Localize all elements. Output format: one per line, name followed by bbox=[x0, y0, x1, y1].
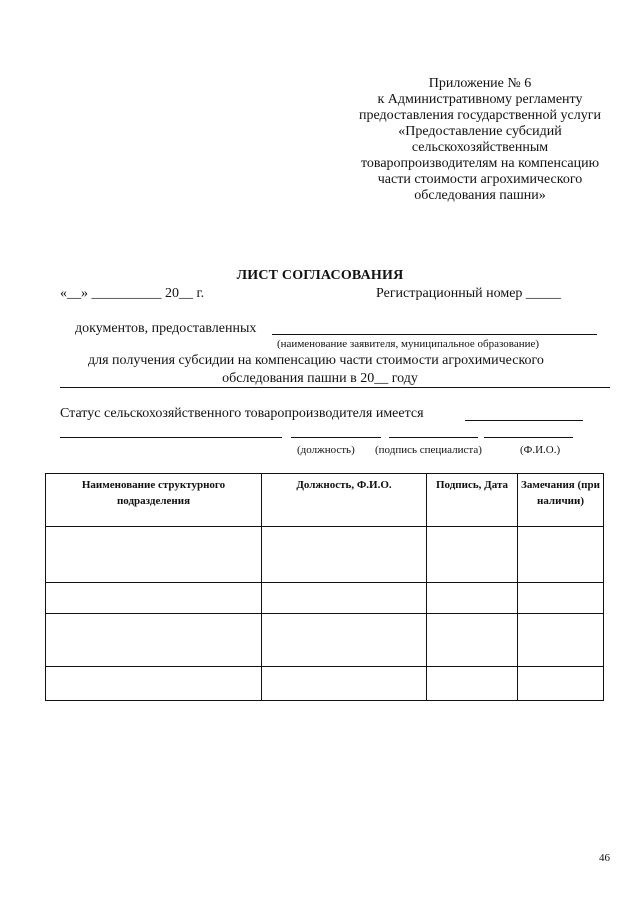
status-label: Статус сельскохозяйственного товаропроизводителя имеется bbox=[60, 406, 424, 421]
table-cell[interactable] bbox=[46, 614, 262, 667]
table-row bbox=[46, 527, 604, 583]
table-row bbox=[46, 583, 604, 614]
column-header-department: Наименование структурного подразделения bbox=[46, 474, 262, 527]
appendix-line: Приложение № 6 bbox=[428, 76, 532, 91]
appendix-line: обследования пашни» bbox=[414, 188, 546, 203]
column-header-position-name: Должность, Ф.И.О. bbox=[262, 474, 427, 527]
name-hint: (Ф.И.О.) bbox=[520, 444, 561, 456]
table-cell[interactable] bbox=[427, 583, 518, 614]
signature-line-3 bbox=[389, 437, 478, 438]
table-cell[interactable] bbox=[262, 667, 427, 701]
appendix-line: предоставления государственной услуги bbox=[359, 108, 601, 123]
appendix-line: к Административному регламенту bbox=[377, 92, 583, 107]
page-number: 46 bbox=[599, 852, 610, 864]
signature-line-1 bbox=[60, 437, 282, 438]
appendix-line: «Предоставление субсидий bbox=[398, 124, 562, 139]
documents-label: документов, предоставленных bbox=[75, 321, 257, 336]
column-header-remarks: Замечания (при наличии) bbox=[518, 474, 604, 527]
table-cell[interactable] bbox=[46, 667, 262, 701]
table-cell[interactable] bbox=[518, 583, 604, 614]
purpose-line-2: обследования пашни в 20__ году bbox=[222, 371, 418, 386]
table-cell[interactable] bbox=[262, 527, 427, 583]
table-cell[interactable] bbox=[427, 527, 518, 583]
purpose-underline bbox=[60, 387, 610, 388]
applicant-hint: (наименование заявителя, муниципальное образование) bbox=[277, 338, 540, 350]
table-cell[interactable] bbox=[46, 527, 262, 583]
table-cell[interactable] bbox=[518, 667, 604, 701]
table-cell[interactable] bbox=[518, 614, 604, 667]
applicant-underline bbox=[272, 334, 597, 335]
table-cell[interactable] bbox=[427, 614, 518, 667]
status-underline bbox=[465, 420, 583, 421]
column-header-signature-date: Подпись, Дата bbox=[427, 474, 518, 527]
signature-line-4 bbox=[484, 437, 573, 438]
table-row bbox=[46, 614, 604, 667]
purpose-line-1: для получения субсидии на компенсацию части стоимости агрохимического bbox=[88, 353, 544, 368]
signature-hint: (подпись специалиста) bbox=[375, 444, 482, 456]
position-hint: (должность) bbox=[297, 444, 355, 456]
date-field: «__» __________ 20__ г. bbox=[60, 286, 205, 301]
appendix-line: сельскохозяйственным bbox=[411, 140, 549, 155]
signature-line-2 bbox=[291, 437, 381, 438]
table-row bbox=[46, 667, 604, 701]
approval-table bbox=[45, 473, 604, 701]
table-cell[interactable] bbox=[262, 583, 427, 614]
table-cell[interactable] bbox=[262, 614, 427, 667]
appendix-line: товаропроизводителям на компенсацию bbox=[360, 156, 600, 171]
table-cell[interactable] bbox=[427, 667, 518, 701]
table-cell[interactable] bbox=[518, 527, 604, 583]
appendix-header bbox=[320, 76, 640, 204]
table-cell[interactable] bbox=[46, 583, 262, 614]
appendix-line: части стоимости агрохимического bbox=[377, 172, 583, 187]
table-header-row bbox=[46, 474, 604, 527]
registration-number-field: Регистрационный номер _____ bbox=[376, 286, 561, 301]
page-title: ЛИСТ СОГЛАСОВАНИЯ bbox=[236, 268, 404, 283]
